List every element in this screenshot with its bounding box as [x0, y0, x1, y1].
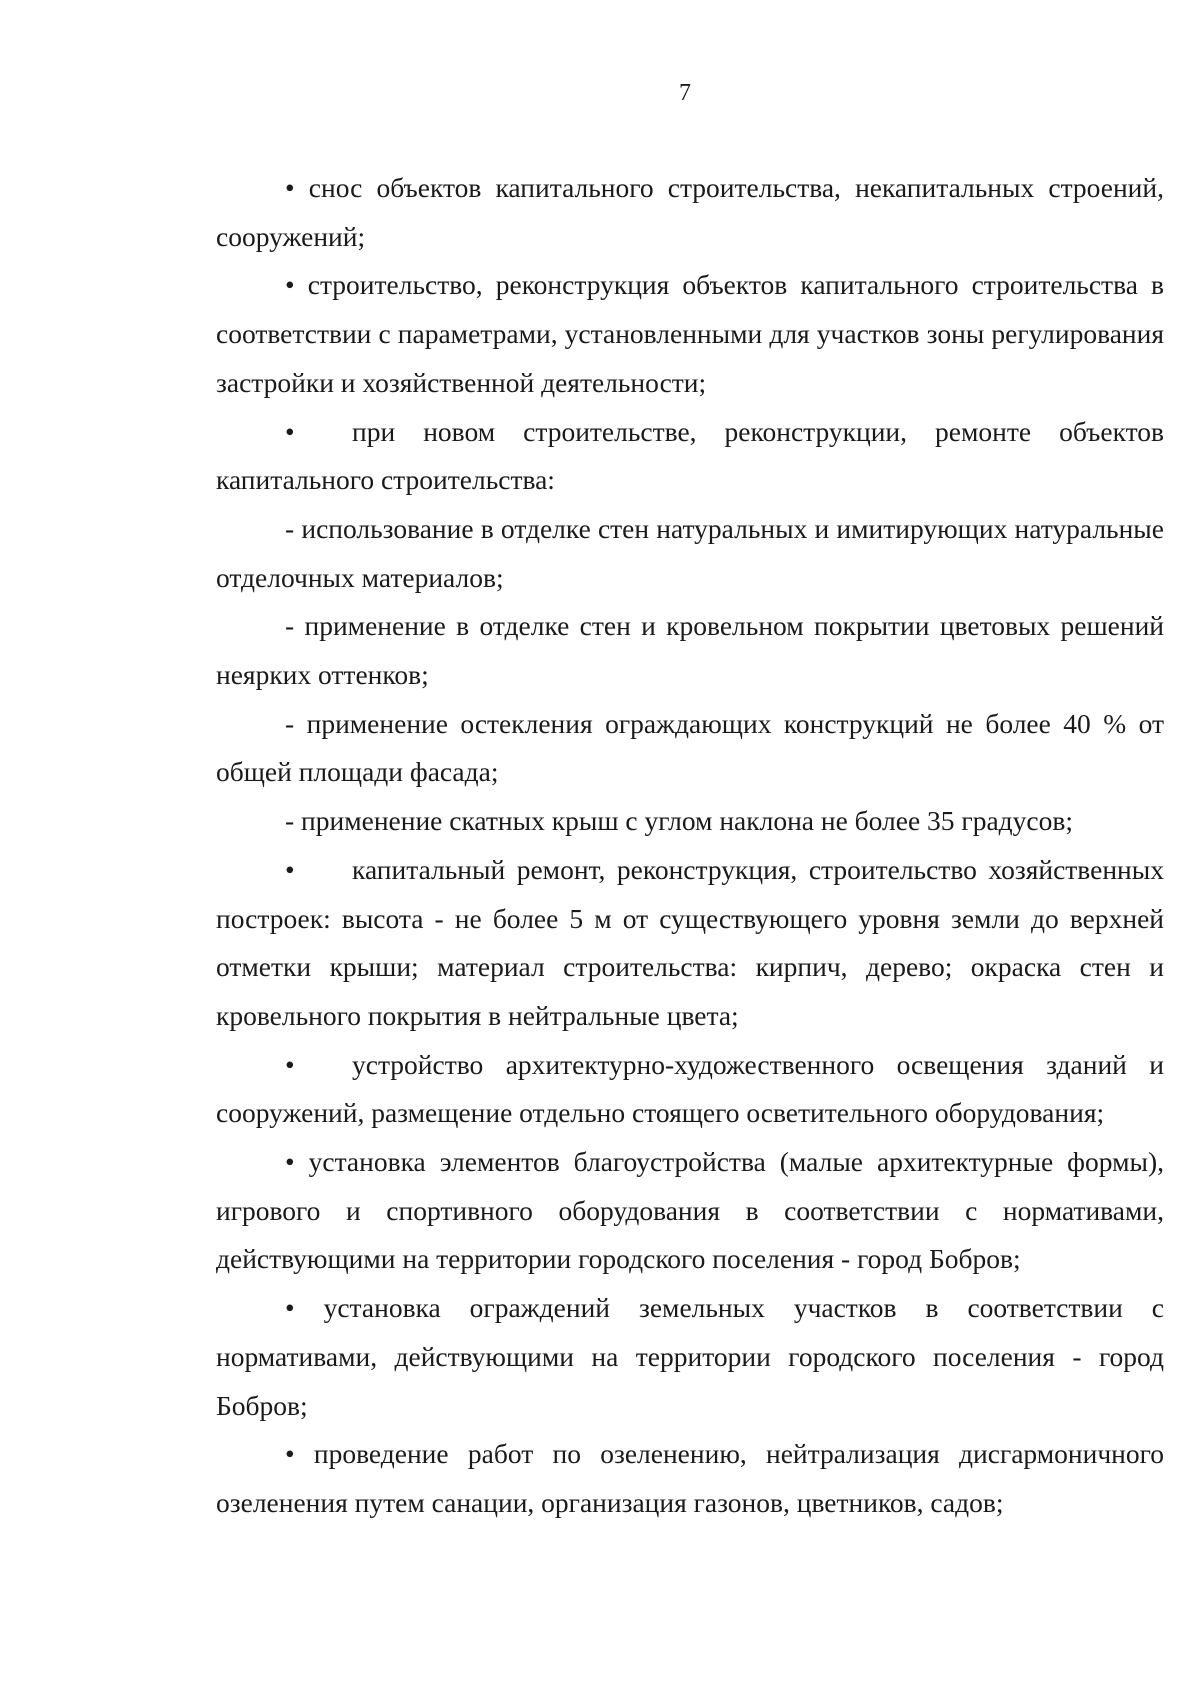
page-number: 7 [679, 80, 691, 106]
paragraph-muted-colors: - применение в отделке стен и кровельном покрытии цветовых решений неярких оттенков; [216, 610, 1164, 691]
paragraph-glazing-limit: - применение остекления ограждающих конструкций не более 40 % от общей площади фасада; [216, 707, 1164, 788]
bullet-marker: • [285, 1048, 295, 1080]
paragraph-new-construction [216, 408, 1164, 505]
paragraph-lighting [216, 1041, 1164, 1138]
document-body [216, 164, 1164, 1528]
paragraph-natural-materials: - использование в отделке стен натуральных и имитирующих натуральные отделочных материалов; [216, 512, 1164, 593]
bullet-marker: • [285, 415, 295, 447]
paragraph-pitched-roofs: - применение скатных крыш с углом наклона не более 35 градусов; [285, 805, 1073, 837]
paragraph-landscaping-elements: • установка элементов благоустройства (малые архитектурные формы), игрового и спортивного оборудования в соответствии с нормативами, действующими на территории городского поселения - город Бобров; [216, 1146, 1164, 1275]
paragraph-text: устройство архитектурно-художественного освещения зданий и сооружений, размещение отдельно стоящего осветительного оборудования; [216, 1048, 1164, 1129]
paragraph-text: капитальный ремонт, реконструкция, строительство хозяйственных построек: высота - не более 5 м от существующего уровня земли до верхней отметки крыши; материал строительства: кирпич, дерево; окраска стен и кровельного покрытия в нейтральные цвета; [216, 853, 1164, 1031]
paragraph-fencing: • установка ограждений земельных участков в соответствии с нормативами, действующими на территории городского поселения - город Бобров; [216, 1292, 1164, 1421]
paragraph-construction-parameters: • строительство, реконструкция объектов капитального строительства в соответствии с параметрами, установленными для участков зоны регулирования застройки и хозяйственной деятельности; [216, 269, 1164, 398]
paragraph-demolition: • снос объектов капитального строительства, некапитальных строений, сооружений; [216, 172, 1164, 252]
paragraph-outbuildings [216, 846, 1164, 1041]
paragraph-greening: • проведение работ по озеленению, нейтрализация дисгармоничного озеленения путем санации, организация газонов, цветников, садов; [216, 1438, 1164, 1518]
bullet-marker: • [285, 853, 295, 885]
paragraph-text: при новом строительстве, реконструкции, ремонте объектов капитального строительства: [216, 415, 1164, 496]
